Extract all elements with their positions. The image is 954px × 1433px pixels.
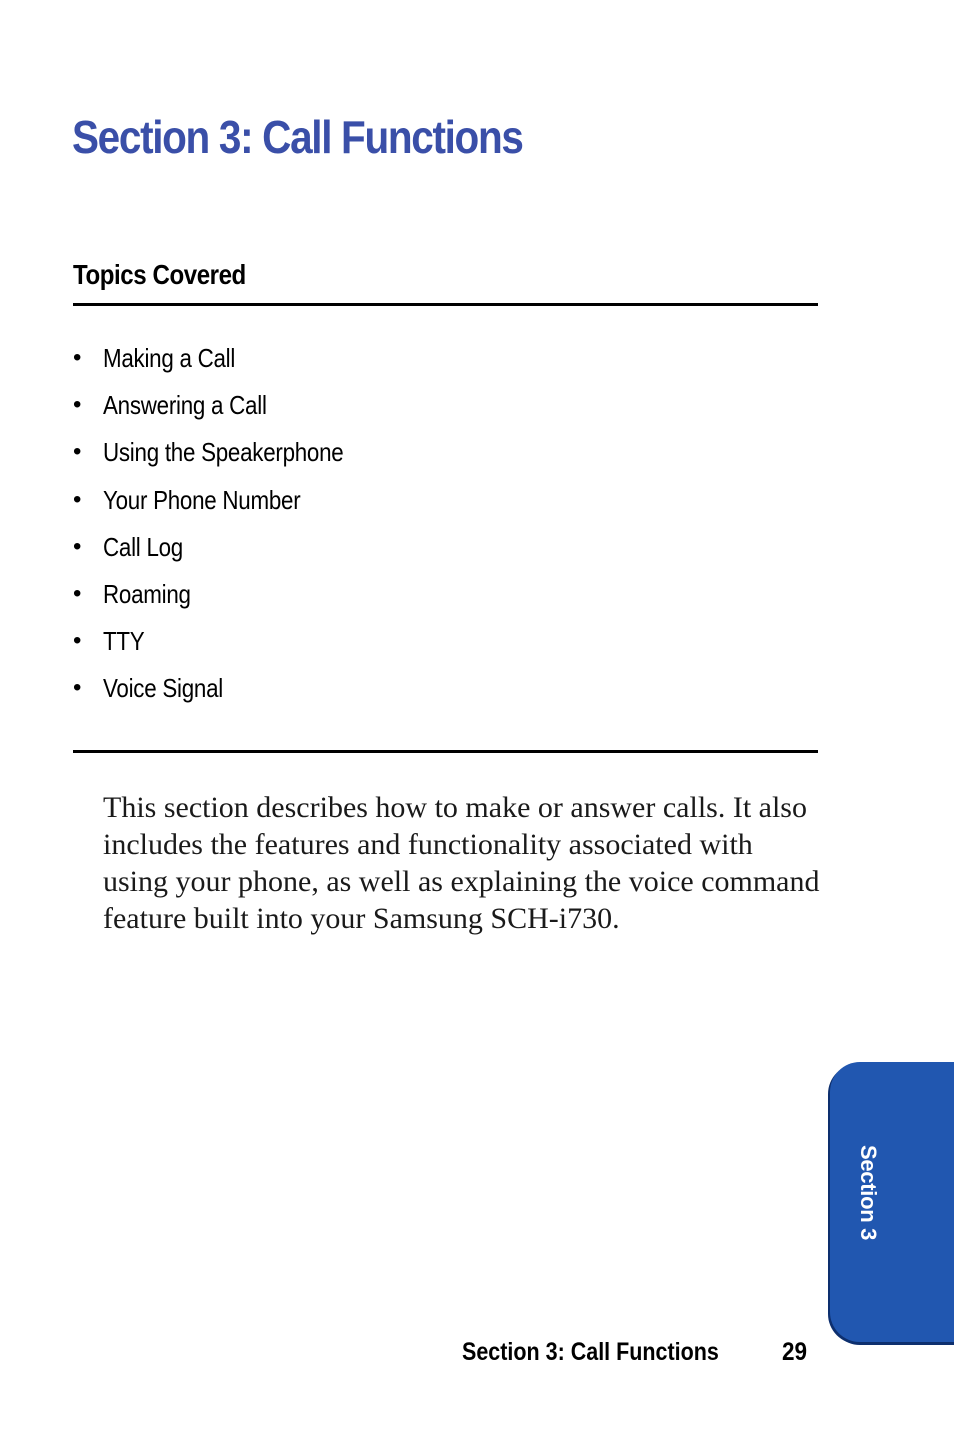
topic-link[interactable]: Making a Call — [103, 343, 236, 373]
topic-link[interactable]: Call Log — [103, 531, 183, 562]
bullet-icon: • — [73, 485, 82, 513]
topics-top-divider — [73, 303, 818, 306]
bullet-icon: • — [73, 579, 82, 607]
topic-link[interactable]: Roaming — [103, 578, 191, 609]
topics-bottom-divider — [73, 750, 818, 753]
footer-page-number: 29 — [782, 1338, 808, 1366]
topic-link[interactable]: Answering a Call — [103, 390, 267, 421]
bullet-icon: • — [73, 532, 82, 560]
page-title: Section 3: Call Functions — [72, 111, 523, 163]
bullet-icon: • — [73, 344, 82, 371]
topic-link[interactable]: TTY — [103, 626, 145, 657]
bullet-icon: • — [73, 627, 82, 655]
bullet-icon: • — [73, 391, 82, 419]
section-tab[interactable] — [830, 1062, 954, 1342]
topic-link[interactable]: Your Phone Number — [103, 484, 301, 515]
footer-section-title: Section 3: Call Functions — [462, 1338, 719, 1366]
intro-paragraph: This section describes how to make or answer calls. It also includes the features and functionality associated with using your phone, as well as explaining the voice command feature built into your Samsung SCH-i730. — [103, 791, 820, 935]
bullet-icon: • — [73, 438, 82, 466]
topic-link[interactable]: Voice Signal — [103, 673, 223, 704]
topics-heading: Topics Covered — [73, 259, 246, 290]
section-tab-label: Section 3 — [856, 1145, 881, 1241]
bullet-icon: • — [73, 674, 82, 702]
topic-link[interactable]: Using the Speakerphone — [103, 437, 344, 468]
